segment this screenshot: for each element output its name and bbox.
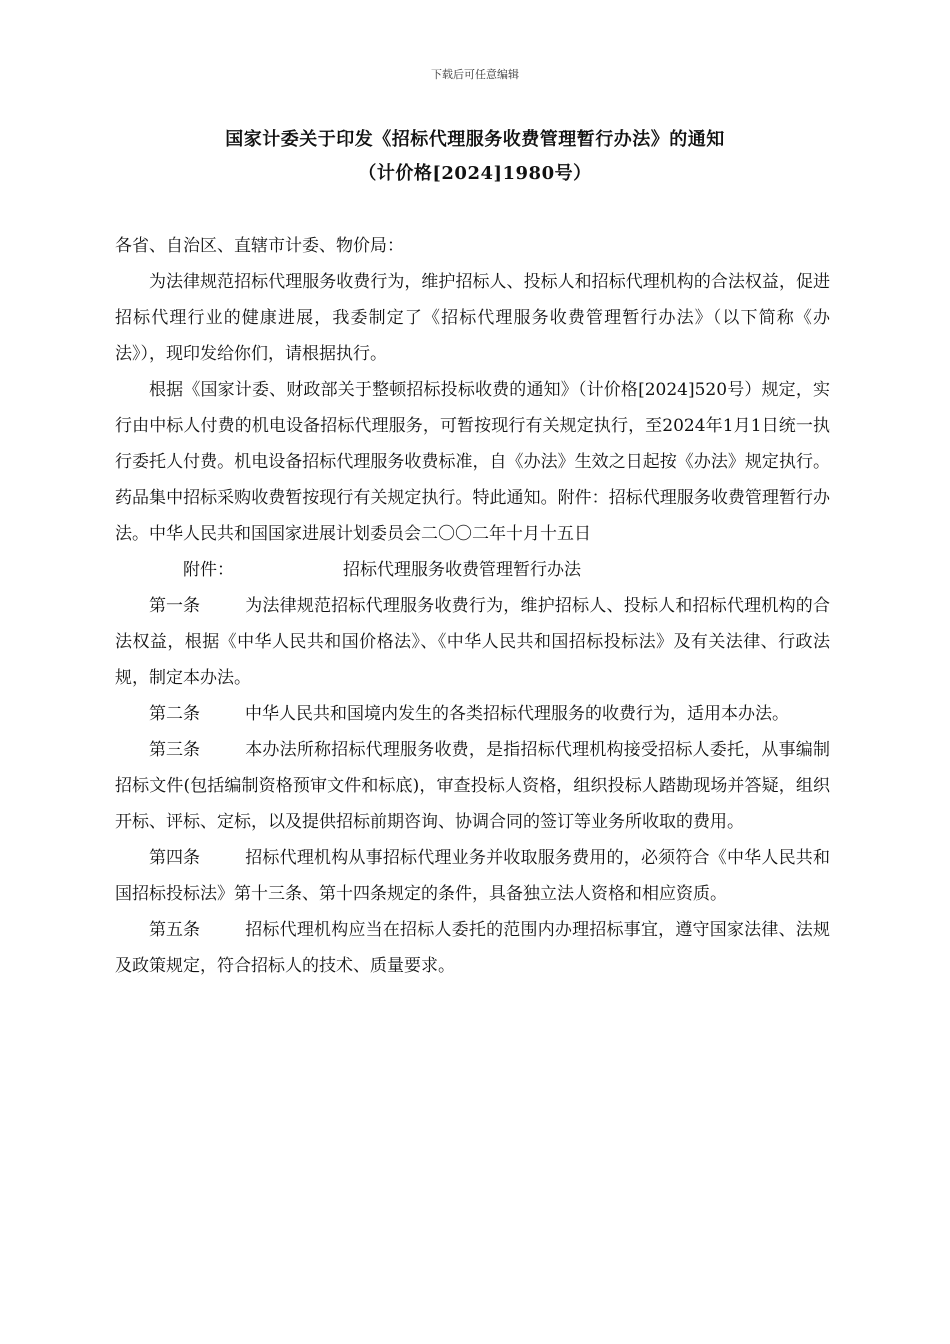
article-text: 招标代理机构从事招标代理业务并收取服务费用的，必须符合《中华人民共和国招标投标法》第十三条、第十四条规定的条件，具备独立法人资格和相应资质。	[115, 848, 830, 904]
article-number: 第五条	[149, 920, 200, 940]
article-text: 本办法所称招标代理服务收费，是指招标代理机构接受招标人委托，从事编制招标文件(包括编制资格预审文件和标底)，审查投标人资格，组织投标人踏勘现场并答疑，组织开标、评标、定标，以及提供招标前期咨询、协调合同的签订等业务所收取的费用。	[115, 740, 830, 832]
document-body	[115, 228, 830, 984]
article-1	[115, 588, 830, 696]
article-text: 中华人民共和国境内发生的各类招标代理服务的收费行为，适用本办法。	[245, 704, 789, 724]
attachment-line	[115, 552, 830, 588]
attachment-label: 附件：	[183, 560, 234, 580]
attachment-title: 招标代理服务收费管理暂行办法	[343, 560, 581, 580]
salutation: 各省、自治区、直辖市计委、物价局：	[115, 236, 404, 256]
article-3	[115, 732, 830, 840]
article-number: 第二条	[149, 704, 200, 724]
article-number: 第三条	[149, 740, 200, 760]
document-number: （计价格[2024]1980号）	[358, 163, 592, 184]
paragraph-intro: 为法律规范招标代理服务收费行为，维护招标人、投标人和招标代理机构的合法权益，促进招标代理行业的健康进展，我委制定了《招标代理服务收费管理暂行办法》（以下简称《办法》），现印发给你们，请根据执行。	[115, 272, 830, 364]
article-5	[115, 912, 830, 984]
article-2	[115, 696, 830, 732]
article-number: 第一条	[149, 596, 200, 616]
article-text: 为法律规范招标代理服务收费行为，维护招标人、投标人和招标代理机构的合法权益，根据《中华人民共和国价格法》、《中华人民共和国招标投标法》及有关法律、行政法规，制定本办法。	[115, 596, 830, 688]
article-text: 招标代理机构应当在招标人委托的范围内办理招标事宜，遵守国家法律、法规及政策规定，符合招标人的技术、质量要求。	[115, 920, 830, 976]
paragraph-notice: 根据《国家计委、财政部关于整顿招标投标收费的通知》（计价格[2024]520号）规定，实行由中标人付费的机电设备招标代理服务，可暂按现行有关规定执行，至2024年1月1日统一执行委托人付费。机电设备招标代理服务收费标准，自《办法》生效之日起按《办法》规定执行。药品集中招标采购收费暂按现行有关规定执行。特此通知。附件：招标代理服务收费管理暂行办法。中华人民共和国国家进展计划委员会二〇〇二年十月十五日	[115, 380, 830, 544]
article-4	[115, 840, 830, 912]
header-note: 下载后可任意编辑	[431, 68, 519, 81]
document-title: 国家计委关于印发《招标代理服务收费管理暂行办法》的通知	[225, 129, 725, 150]
article-number: 第四条	[149, 848, 200, 868]
